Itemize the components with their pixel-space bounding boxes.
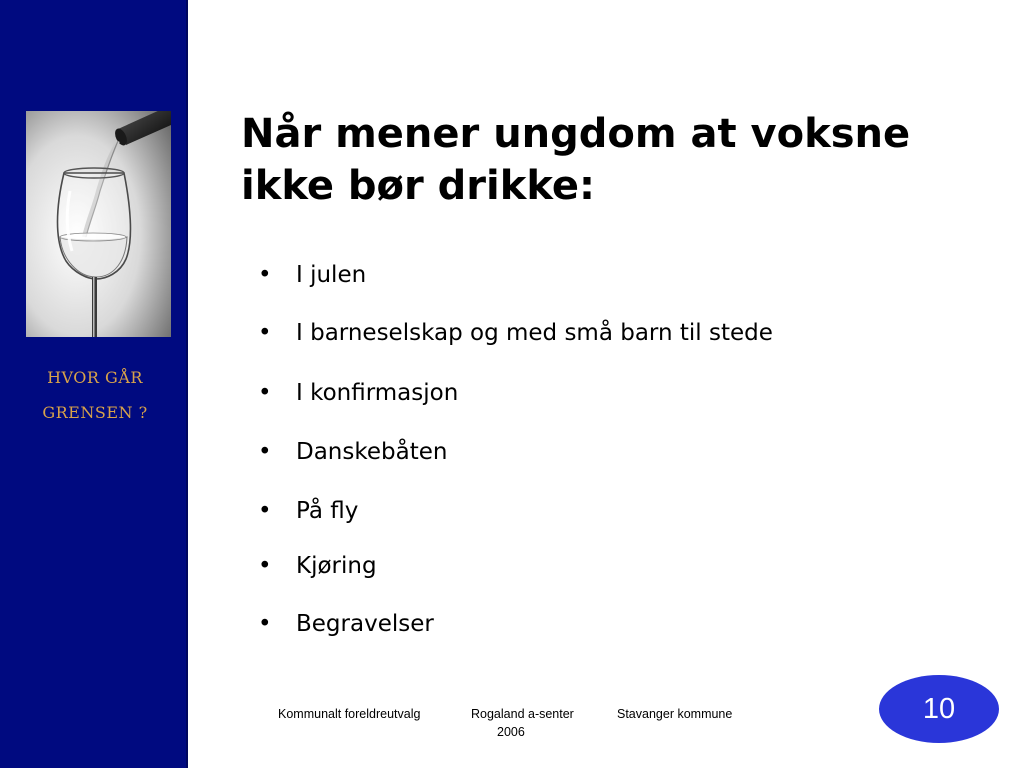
bullet-item: [258, 551, 377, 581]
bullet-text: På fly: [296, 498, 359, 524]
bullet-dot-icon: •: [258, 439, 272, 465]
bullet-item: [258, 437, 447, 467]
wine-glass-image: [26, 111, 171, 337]
bullet-item: [258, 496, 358, 526]
bullet-item: [258, 318, 773, 348]
footer-org-2: Rogaland a-senter: [471, 707, 574, 721]
bullet-text: I barneselskap og med små barn til stede: [296, 320, 773, 346]
sidebar: [0, 0, 188, 768]
bullet-dot-icon: •: [258, 498, 272, 524]
tagline-line-2: GRENSEN ?: [42, 403, 148, 422]
footer-org-1: Kommunalt foreldreutvalg: [278, 707, 421, 721]
bullet-item: [258, 260, 366, 290]
bullet-item: [258, 609, 434, 639]
footer-year: 2006: [497, 725, 525, 739]
bullet-item: [258, 378, 458, 408]
tagline-line-1: HVOR GÅR: [47, 368, 143, 387]
sidebar-tagline: [20, 360, 170, 430]
footer-org-3: Stavanger kommune: [617, 707, 733, 721]
bullet-text: Kjøring: [296, 553, 377, 579]
bullet-text: Begravelser: [296, 611, 434, 637]
bullet-text: I konfirmasjon: [296, 380, 459, 406]
slide-title-line-1: Når mener ungdom at voksne: [241, 111, 911, 157]
bullet-dot-icon: •: [258, 611, 272, 637]
bullet-dot-icon: •: [258, 262, 272, 288]
sidebar-divider: [186, 0, 188, 768]
bullet-dot-icon: •: [258, 380, 272, 406]
page-number: 10: [922, 692, 956, 725]
slide-title-line-2: ikke bør drikke:: [241, 163, 595, 209]
bullet-dot-icon: •: [258, 320, 272, 346]
bullet-text: I julen: [296, 262, 367, 288]
bullet-text: Danskebåten: [296, 439, 448, 465]
bullet-dot-icon: •: [258, 553, 272, 579]
slide-title: [241, 108, 961, 212]
page-number-badge: [879, 675, 999, 743]
